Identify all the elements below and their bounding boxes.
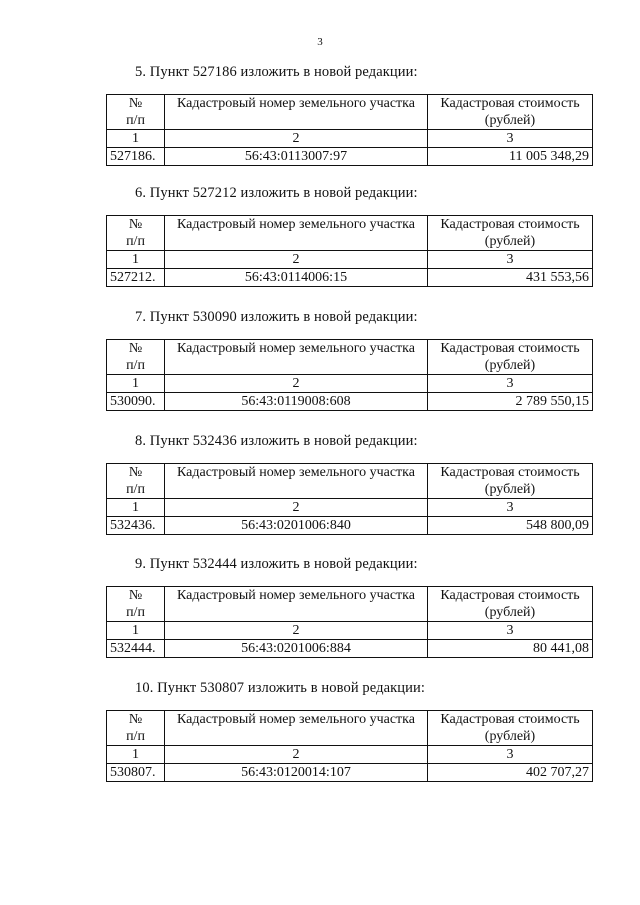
cadastral-value: 402 707,27	[428, 764, 593, 782]
header-cadastral-number: Кадастровый номер земельного участка	[165, 95, 428, 130]
index-cell: 2	[165, 622, 428, 640]
header-cadastral-number: Кадастровый номер земельного участка	[165, 711, 428, 746]
index-cell: 1	[107, 746, 165, 764]
index-cell: 2	[165, 130, 428, 148]
index-cell: 2	[165, 746, 428, 764]
header-cadastral-number: Кадастровый номер земельного участка	[165, 464, 428, 499]
row-number: 527186.	[107, 148, 165, 166]
table-row	[107, 517, 593, 535]
row-number: 527212.	[107, 269, 165, 287]
index-cell: 1	[107, 622, 165, 640]
header-number: № п/п	[107, 711, 165, 746]
index-cell: 3	[428, 251, 593, 269]
row-number: 530090.	[107, 393, 165, 411]
table-row	[107, 148, 593, 166]
index-cell: 1	[107, 130, 165, 148]
index-cell: 2	[165, 251, 428, 269]
table-index-row	[107, 130, 593, 148]
section-heading: 9. Пункт 532444 изложить в новой редакции:	[135, 556, 418, 572]
header-cadastral-value: Кадастровая стоимость (рублей)	[428, 95, 593, 130]
cadastral-table	[106, 710, 593, 782]
table-header-row	[107, 340, 593, 375]
row-number: 532436.	[107, 517, 165, 535]
table-row	[107, 393, 593, 411]
table-index-row	[107, 375, 593, 393]
cadastral-value: 548 800,09	[428, 517, 593, 535]
header-number: № п/п	[107, 587, 165, 622]
index-cell: 3	[428, 375, 593, 393]
table-header-row	[107, 711, 593, 746]
table-index-row	[107, 622, 593, 640]
header-cadastral-number: Кадастровый номер земельного участка	[165, 216, 428, 251]
cadastral-value: 2 789 550,15	[428, 393, 593, 411]
index-cell: 3	[428, 746, 593, 764]
header-cadastral-value: Кадастровая стоимость (рублей)	[428, 216, 593, 251]
row-number: 532444.	[107, 640, 165, 658]
index-cell: 2	[165, 375, 428, 393]
cadastral-value: 431 553,56	[428, 269, 593, 287]
table-header-row	[107, 587, 593, 622]
header-cadastral-number: Кадастровый номер земельного участка	[165, 340, 428, 375]
header-cadastral-value: Кадастровая стоимость (рублей)	[428, 711, 593, 746]
cadastral-table	[106, 215, 593, 287]
header-cadastral-number: Кадастровый номер земельного участка	[165, 587, 428, 622]
table-header-row	[107, 95, 593, 130]
section-heading: 8. Пункт 532436 изложить в новой редакции:	[135, 433, 418, 449]
header-number: № п/п	[107, 216, 165, 251]
cadastral-table	[106, 94, 593, 166]
cadastral-number: 56:43:0114006:15	[165, 269, 428, 287]
table-index-row	[107, 499, 593, 517]
index-cell: 1	[107, 499, 165, 517]
table-index-row	[107, 746, 593, 764]
cadastral-table	[106, 339, 593, 411]
index-cell: 1	[107, 375, 165, 393]
cadastral-table	[106, 463, 593, 535]
cadastral-number: 56:43:0201006:884	[165, 640, 428, 658]
section-heading: 6. Пункт 527212 изложить в новой редакции:	[135, 185, 418, 201]
cadastral-value: 11 005 348,29	[428, 148, 593, 166]
table-header-row	[107, 464, 593, 499]
index-cell: 1	[107, 251, 165, 269]
section-heading: 7. Пункт 530090 изложить в новой редакции:	[135, 309, 418, 325]
table-row	[107, 764, 593, 782]
cadastral-number: 56:43:0120014:107	[165, 764, 428, 782]
header-number: № п/п	[107, 464, 165, 499]
page-number: 3	[317, 36, 323, 48]
cadastral-value: 80 441,08	[428, 640, 593, 658]
table-header-row	[107, 216, 593, 251]
cadastral-number: 56:43:0119008:608	[165, 393, 428, 411]
row-number: 530807.	[107, 764, 165, 782]
cadastral-table	[106, 586, 593, 658]
table-row	[107, 640, 593, 658]
cadastral-number: 56:43:0201006:840	[165, 517, 428, 535]
index-cell: 2	[165, 499, 428, 517]
header-cadastral-value: Кадастровая стоимость (рублей)	[428, 340, 593, 375]
section-heading: 10. Пункт 530807 изложить в новой редакции:	[135, 680, 425, 696]
index-cell: 3	[428, 130, 593, 148]
table-row	[107, 269, 593, 287]
section-heading: 5. Пункт 527186 изложить в новой редакции:	[135, 64, 418, 80]
header-number: № п/п	[107, 95, 165, 130]
index-cell: 3	[428, 499, 593, 517]
header-cadastral-value: Кадастровая стоимость (рублей)	[428, 464, 593, 499]
header-number: № п/п	[107, 340, 165, 375]
table-index-row	[107, 251, 593, 269]
index-cell: 3	[428, 622, 593, 640]
cadastral-number: 56:43:0113007:97	[165, 148, 428, 166]
header-cadastral-value: Кадастровая стоимость (рублей)	[428, 587, 593, 622]
